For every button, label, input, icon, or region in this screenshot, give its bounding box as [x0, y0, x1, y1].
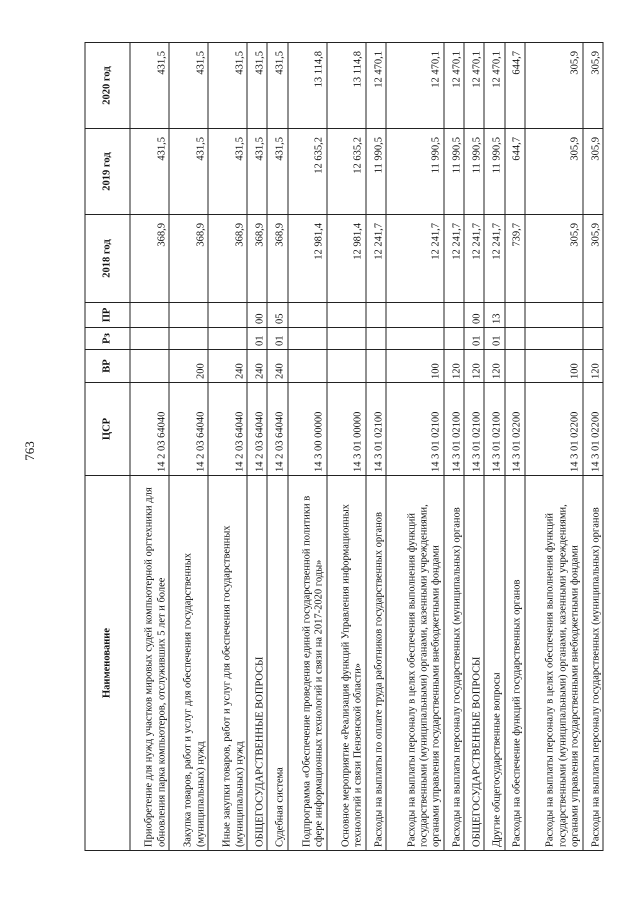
table-row	[326, 43, 365, 851]
cell-rz	[326, 328, 365, 350]
cell-2020: 12 470,1	[443, 43, 463, 129]
cell-csr: 14 3 01 00000	[326, 383, 365, 476]
cell-2018: 12 241,7	[385, 215, 443, 303]
cell-2018: 12 981,4	[326, 215, 365, 303]
column-header: 2018 год	[85, 215, 130, 303]
cell-rz	[504, 328, 524, 350]
cell-vr	[365, 350, 385, 383]
cell-2019: 11 990,5	[484, 129, 504, 215]
cell-2020: 12 470,1	[385, 43, 443, 129]
cell-2018: 12 241,7	[484, 215, 504, 303]
cell-csr: 14 2 03 64040	[267, 383, 287, 476]
table-header-row	[85, 43, 130, 851]
cell-name: Судебная система	[267, 476, 287, 851]
cell-pr	[169, 303, 208, 328]
cell-2018: 12 241,7	[464, 215, 484, 303]
cell-csr: 14 3 00 00000	[287, 383, 326, 476]
cell-name: ОБЩЕГОСУДАРСТВЕННЫЕ ВОПРОСЫ	[464, 476, 484, 851]
cell-csr: 14 2 03 64040	[130, 383, 169, 476]
cell-name: Расходы на выплаты персоналу в целях обеспечения выполнения функций государственными (муниципальными) органами, казенными учреждениями, органами управления государственными внебюджетными фондами	[524, 476, 582, 851]
table-row	[169, 43, 208, 851]
cell-2020: 13 114,8	[326, 43, 365, 129]
cell-2019: 431,5	[208, 129, 247, 215]
cell-2019: 431,5	[247, 129, 267, 215]
table-row	[385, 43, 443, 851]
cell-vr: 120	[464, 350, 484, 383]
cell-rz	[524, 328, 582, 350]
table-row	[247, 43, 267, 851]
cell-csr: 14 3 01 02200	[524, 383, 582, 476]
cell-2018: 305,9	[524, 215, 582, 303]
cell-2018: 12 241,7	[443, 215, 463, 303]
table-row	[208, 43, 247, 851]
cell-pr: 00	[464, 303, 484, 328]
cell-pr: 13	[484, 303, 504, 328]
cell-2018: 368,9	[208, 215, 247, 303]
cell-vr: 120	[484, 350, 504, 383]
cell-2018: 305,9	[582, 215, 602, 303]
cell-rz: 01	[267, 328, 287, 350]
cell-pr	[443, 303, 463, 328]
cell-2019: 12 635,2	[326, 129, 365, 215]
cell-2020: 305,9	[524, 43, 582, 129]
column-header: ЦСР	[85, 383, 130, 476]
table-row	[582, 43, 602, 851]
page-number: 763	[22, 441, 37, 461]
cell-pr: 00	[247, 303, 267, 328]
cell-2018: 368,9	[267, 215, 287, 303]
cell-name: Основное мероприятие «Реализация функций Управления информационных технологий и связи Пензенской области»	[326, 476, 365, 851]
cell-rz: 01	[247, 328, 267, 350]
budget-table	[84, 42, 603, 851]
cell-rz	[385, 328, 443, 350]
table-row	[130, 43, 169, 851]
cell-2020: 644,7	[504, 43, 524, 129]
cell-pr	[326, 303, 365, 328]
budget-table-container	[84, 43, 603, 851]
cell-csr: 14 3 01 02200	[504, 383, 524, 476]
cell-2019: 11 990,5	[443, 129, 463, 215]
cell-name: Закупка товаров, работ и услуг для обеспечения государственных (муниципальных) нужд	[169, 476, 208, 851]
cell-vr: 240	[247, 350, 267, 383]
cell-2018: 368,9	[169, 215, 208, 303]
cell-name: Приобретение для нужд участков мировых судей компьютерной оргтехники для обновления парка компьютеров, отслуживших 5 лет и более	[130, 476, 169, 851]
cell-vr: 240	[267, 350, 287, 383]
cell-2019: 431,5	[130, 129, 169, 215]
cell-pr	[287, 303, 326, 328]
cell-name: Иные закупки товаров, работ и услуг для обеспечения государственных (муниципальных) нужд	[208, 476, 247, 851]
cell-2018: 368,9	[247, 215, 267, 303]
cell-2019: 305,9	[582, 129, 602, 215]
cell-pr	[582, 303, 602, 328]
table-row	[524, 43, 582, 851]
cell-name: ОБЩЕГОСУДАРСТВЕННЫЕ ВОПРОСЫ	[247, 476, 267, 851]
table-row	[267, 43, 287, 851]
cell-2020: 12 470,1	[464, 43, 484, 129]
cell-name: Расходы на обеспечение функций государственных органов	[504, 476, 524, 851]
table-row	[504, 43, 524, 851]
cell-2018: 12 981,4	[287, 215, 326, 303]
cell-vr: 120	[443, 350, 463, 383]
cell-csr: 14 3 01 02200	[582, 383, 602, 476]
cell-pr	[524, 303, 582, 328]
cell-vr: 240	[208, 350, 247, 383]
cell-2020: 12 470,1	[484, 43, 504, 129]
table-row	[464, 43, 484, 851]
cell-2020: 13 114,8	[287, 43, 326, 129]
cell-2019: 12 635,2	[287, 129, 326, 215]
cell-name: Расходы на выплаты персоналу государственных (муниципальных) органов	[443, 476, 463, 851]
cell-csr: 14 3 01 02100	[385, 383, 443, 476]
cell-name: Расходы на выплаты персоналу в целях обеспечения выполнения функций государственными (муниципальными) органами, казенными учреждениями, органами управления государственными внебюджетными фондами	[385, 476, 443, 851]
cell-csr: 14 2 03 64040	[247, 383, 267, 476]
cell-2020: 431,5	[247, 43, 267, 129]
column-header: ВР	[85, 350, 130, 383]
cell-rz	[130, 328, 169, 350]
cell-rz	[443, 328, 463, 350]
table-row	[443, 43, 463, 851]
cell-csr: 14 3 01 02100	[365, 383, 385, 476]
cell-csr: 14 2 03 64040	[208, 383, 247, 476]
cell-2019: 11 990,5	[464, 129, 484, 215]
cell-pr	[130, 303, 169, 328]
cell-2020: 431,5	[208, 43, 247, 129]
column-header: 2020 год	[85, 43, 130, 129]
cell-pr	[208, 303, 247, 328]
cell-2018: 12 241,7	[365, 215, 385, 303]
cell-vr	[130, 350, 169, 383]
cell-vr	[287, 350, 326, 383]
cell-2020: 431,5	[267, 43, 287, 129]
cell-rz	[208, 328, 247, 350]
cell-rz	[169, 328, 208, 350]
cell-vr	[326, 350, 365, 383]
cell-name: Расходы на выплаты по оплате труда работников государственных органов	[365, 476, 385, 851]
cell-name: Другие общегосударственные вопросы	[484, 476, 504, 851]
cell-csr: 14 3 01 02100	[464, 383, 484, 476]
cell-pr: 05	[267, 303, 287, 328]
cell-2018: 368,9	[130, 215, 169, 303]
table-row	[484, 43, 504, 851]
cell-vr: 100	[385, 350, 443, 383]
column-header: 2019 год	[85, 129, 130, 215]
cell-2020: 12 470,1	[365, 43, 385, 129]
table-row	[365, 43, 385, 851]
cell-2019: 431,5	[169, 129, 208, 215]
cell-vr: 120	[582, 350, 602, 383]
cell-pr	[504, 303, 524, 328]
cell-vr: 100	[524, 350, 582, 383]
cell-name: Расходы на выплаты персоналу государственных (муниципальных) органов	[582, 476, 602, 851]
cell-name: Подпрограмма «Обеспечение проведения единой государственной политики в сфере информационных технологий и связи на 2017-2020 годы»	[287, 476, 326, 851]
cell-2020: 431,5	[169, 43, 208, 129]
cell-csr: 14 3 01 02100	[443, 383, 463, 476]
table-row	[287, 43, 326, 851]
column-header: Наименование	[85, 476, 130, 851]
cell-2019: 11 990,5	[385, 129, 443, 215]
cell-pr	[365, 303, 385, 328]
cell-2020: 431,5	[130, 43, 169, 129]
cell-rz	[582, 328, 602, 350]
cell-rz: 01	[484, 328, 504, 350]
cell-2019: 11 990,5	[365, 129, 385, 215]
cell-rz	[365, 328, 385, 350]
cell-2019: 644,7	[504, 129, 524, 215]
cell-2019: 305,9	[524, 129, 582, 215]
cell-vr: 200	[169, 350, 208, 383]
cell-vr	[504, 350, 524, 383]
cell-csr: 14 2 03 64040	[169, 383, 208, 476]
cell-2020: 305,9	[582, 43, 602, 129]
cell-2018: 739,7	[504, 215, 524, 303]
column-header: Рз	[85, 328, 130, 350]
cell-rz: 01	[464, 328, 484, 350]
cell-2019: 431,5	[267, 129, 287, 215]
cell-pr	[385, 303, 443, 328]
cell-rz	[287, 328, 326, 350]
cell-csr: 14 3 01 02100	[484, 383, 504, 476]
column-header: ПР	[85, 303, 130, 328]
